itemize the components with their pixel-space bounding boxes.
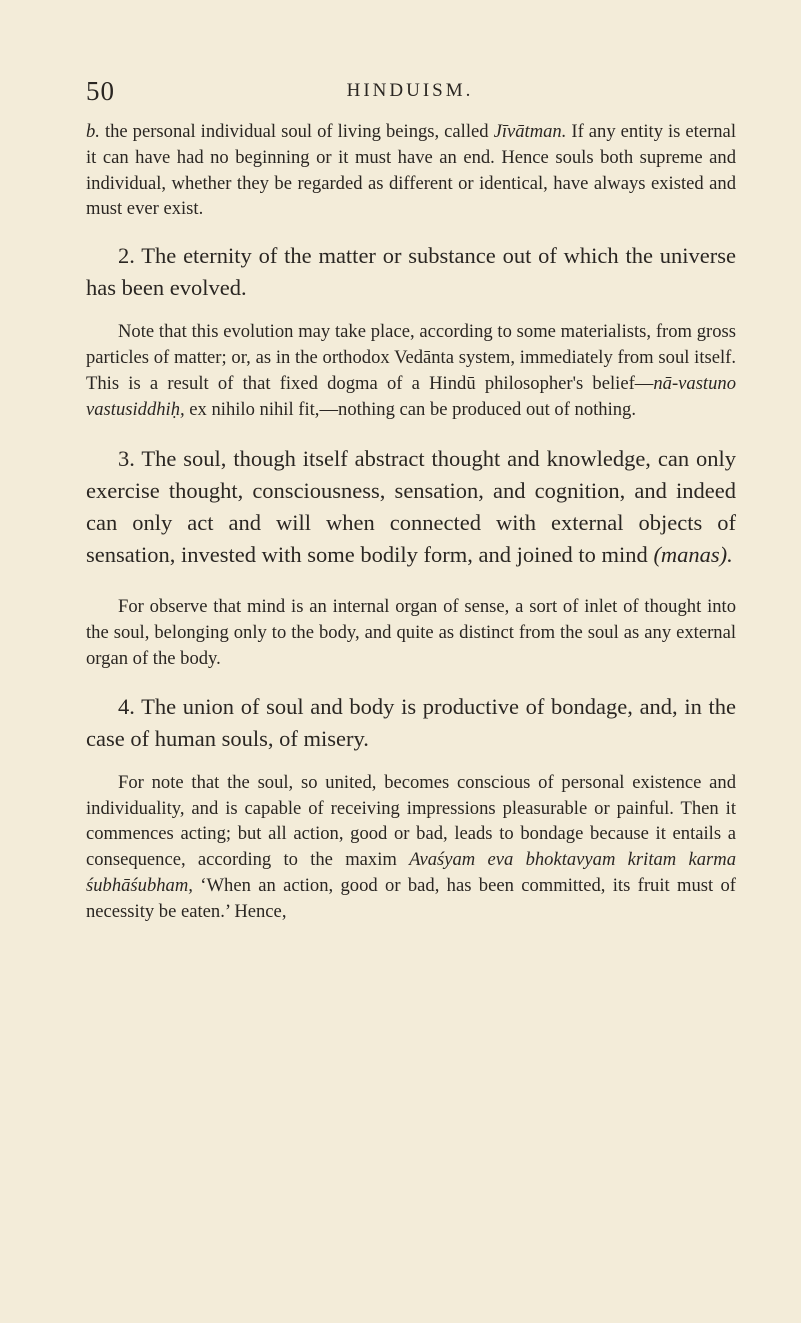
point-4-note-text-2: ‘When an action, good or bad, has been committed, its fruit must of necessity be eaten.’ Hence, [86, 874, 736, 922]
point-4-note [86, 770, 736, 925]
point-2-note [86, 319, 736, 422]
paragraph-b-text-1: the personal individual soul of living beings, called [99, 121, 494, 142]
paragraph-b-text-2: If any entity is eternal it can have had no beginning or it must have an end. Hence souls both supreme and individual, whether they be regarded as different or identical, have always existed and must ever exist. [86, 121, 736, 220]
body-text [86, 119, 736, 925]
paragraph-b-term: Jīvātman. [493, 121, 567, 142]
running-head: HINDUISM. [346, 80, 474, 101]
point-4-heading: 4. The union of soul and body is productive of bondage, and, in the case of human souls, of misery. [86, 693, 736, 751]
point-2-note-text-1: Note that this evolution may take place, according to some materialists, from gross particles of matter; or, as in the orthodox Vedānta system, immediately from soul itself. This is a result of that fixed dogma of a Hindū philosopher's belief— [86, 321, 736, 394]
point-4-maxim: Avaśyam eva bhoktavyam kritam karma śubhāśubham, [86, 849, 737, 896]
point-3-heading [86, 443, 736, 571]
point-2-heading: 2. The eternity of the matter or substance out of which the universe has been evolved. [86, 243, 736, 301]
paragraph-b-label: b. [86, 121, 100, 142]
point-2-note-text-2: ex nihilo nihil fit,—nothing can be produced out of nothing. [184, 398, 636, 420]
point-4-note-text-1: For note that the soul, so united, becomes conscious of personal existence and individuality, and is capable of receiving impressions pleasurable or painful. Then it commences acting; but all action, good or bad, leads to bondage because it entails a consequence, according to the maxim [86, 771, 736, 871]
point-3-term: (manas). [653, 542, 733, 568]
point-3-heading-text: 3. The soul, though itself abstract thought and knowledge, can only exercise thought, consciousness, sensation, and cognition, and indeed can only act and will when connected with external objects of sensation, invested with some bodily form, and joined to mind [86, 446, 736, 568]
point-3-note: For observe that mind is an internal organ of sense, a sort of inlet of thought into the soul, belonging only to the body, and quite as distinct from the soul as any external organ of the body. [86, 596, 736, 669]
paragraph-b [86, 119, 736, 222]
point-2-maxim: nā-vastuno vastusiddhiḥ, [86, 372, 736, 420]
page-number: 50 [86, 76, 115, 106]
page-header [86, 76, 734, 116]
